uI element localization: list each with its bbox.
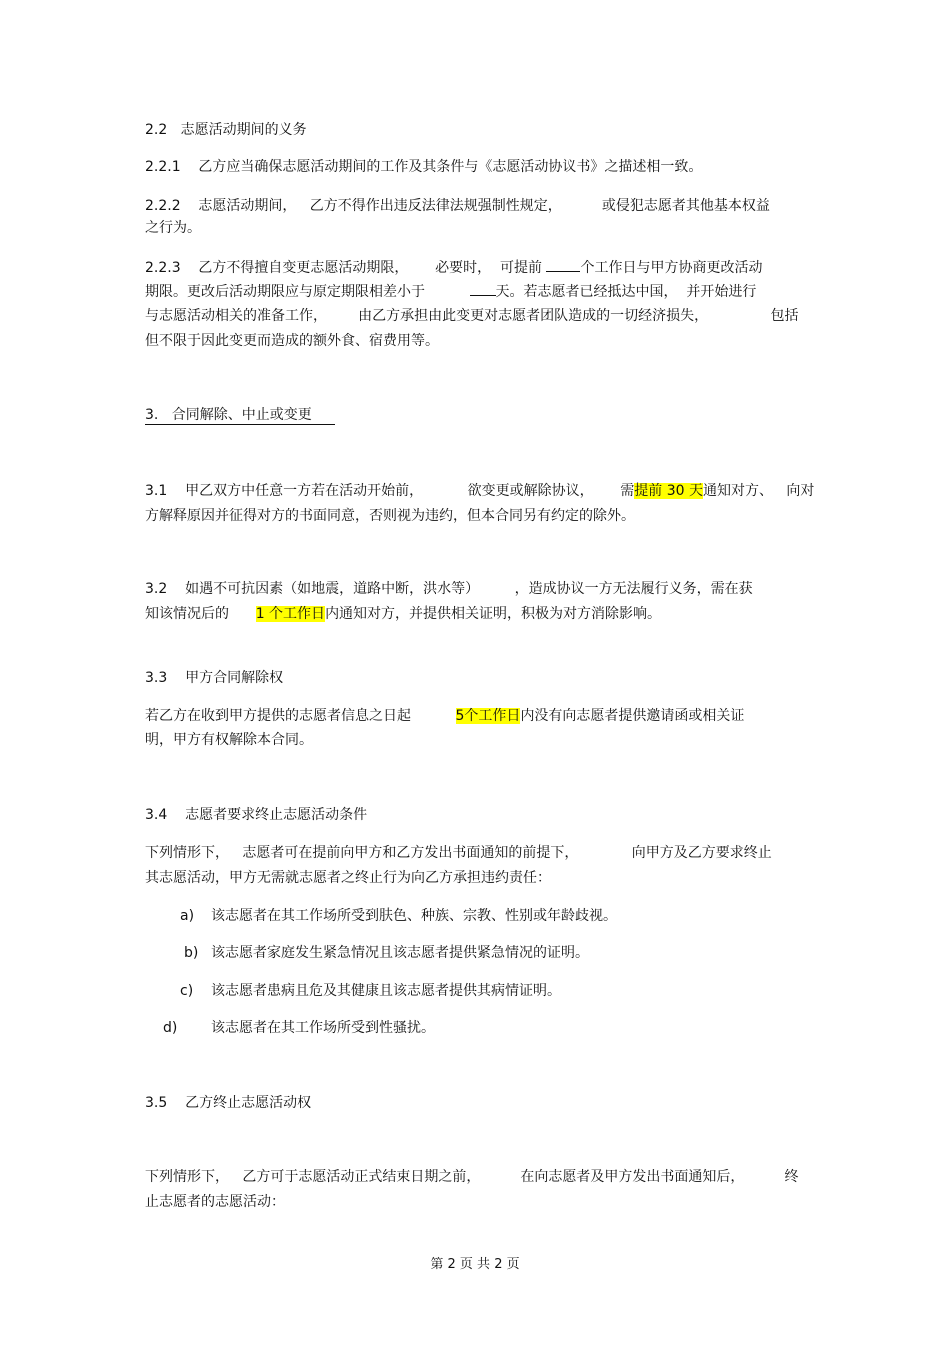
list-item-text: 该志愿者在其工作场所受到性骚扰。 — [211, 1020, 435, 1036]
list-item-label: c) — [180, 983, 194, 999]
clause-2-2-2-line2: 之行为。 — [145, 220, 201, 236]
list-item — [180, 981, 561, 1001]
highlight-30-days: 提前 30 天 — [634, 483, 703, 499]
clause-2-2-3-line2 — [145, 281, 756, 302]
clause-2-2-3-text-c: 期限。更改后活动期限应与原定期限相差小于 — [145, 284, 470, 300]
section-3-title: 3. 合同解除、中止或变更 — [145, 406, 335, 425]
clause-3-2-line1: 3.2 如遇不可抗因素（如地震，道路中断，洪水等） ，造成协议一方无法履行义务，需在获 — [145, 581, 753, 597]
list-item — [184, 943, 589, 963]
clause-3-5-line2: 止志愿者的志愿活动： — [145, 1194, 285, 1210]
clause-2-2-1: 2.2.1 乙方应当确保志愿活动期间的工作及其条件与《志愿活动协议书》之描述相一致。 — [145, 159, 703, 175]
clause-2-2-3-line3: 与志愿活动相关的准备工作， 由乙方承担由此变更对志愿者团队造成的一切经济损失， 包括 — [145, 308, 799, 324]
clause-3-3-heading: 3.3 甲方合同解除权 — [145, 670, 284, 686]
list-item — [180, 906, 617, 926]
clause-3-3-text-b: 内没有向志愿者提供邀请函或相关证 — [520, 708, 745, 724]
clause-2-2-3-line4: 但不限于因此变更而造成的额外食、宿费用等。 — [145, 333, 439, 349]
clause-3-1-text-a: 3.1 甲乙双方中任意一方若在活动开始前， 欲变更或解除协议， 需 — [145, 483, 635, 499]
clause-3-2-line2 — [145, 604, 661, 624]
clause-3-5-heading: 3.5 乙方终止志愿活动权 — [145, 1095, 312, 1111]
section-2-2-heading: 2.2 志愿活动期间的义务 — [145, 122, 307, 138]
clause-3-1-line2: 方解释原因并征得对方的书面同意，否则视为违约，但本合同另有约定的除外。 — [145, 508, 635, 524]
clause-3-4-line2: 其志愿活动，甲方无需就志愿者之终止行为向乙方承担违约责任： — [145, 870, 551, 886]
clause-3-1-text-b: 通知对方、 向对 — [703, 483, 815, 499]
list-item-label: a) — [180, 908, 195, 924]
clause-2-2-3-line1 — [145, 257, 762, 278]
clause-2-2-3-text-d: 天。若志愿者已经抵达中国， 并开始进行 — [495, 284, 757, 300]
list-item-text: 该志愿者患病且危及其健康且该志愿者提供其病情证明。 — [211, 983, 561, 999]
clause-2-2-3-text-a: 2.2.3 乙方不得擅自变更志愿活动期限， 必要时， 可提前 — [145, 260, 547, 276]
page-footer: 第 2 页 共 2 页 — [430, 1257, 520, 1272]
clause-3-3-line2: 明，甲方有权解除本合同。 — [145, 732, 313, 748]
clause-3-2-text-a: 知该情况后的 — [145, 606, 256, 622]
list-item — [163, 1018, 435, 1038]
clause-3-1-line1 — [145, 481, 814, 501]
list-item-text: 该志愿者家庭发生紧急情况且该志愿者提供紧急情况的证明。 — [211, 945, 589, 961]
blank-days-field — [546, 257, 580, 272]
clause-3-5-line1: 下列情形下， 乙方可于志愿活动正式结束日期之前， 在向志愿者及甲方发出书面通知后， 终 — [145, 1169, 799, 1185]
clause-3-3-text-a: 若乙方在收到甲方提供的志愿者信息之日起 — [145, 708, 456, 724]
clause-2-2-3-text-b: 个工作日与甲方协商更改活动 — [580, 260, 763, 276]
clause-3-4-line1: 下列情形下， 志愿者可在提前向甲方和乙方发出书面通知的前提下， 向甲方及乙方要求终止 — [145, 845, 772, 861]
blank-difference-field — [470, 281, 496, 296]
clause-3-4-heading: 3.4 志愿者要求终止志愿活动条件 — [145, 807, 368, 823]
highlight-1-workday: 1 个工作日 — [255, 606, 326, 622]
section-3-heading — [145, 405, 335, 425]
clause-2-2-2-line1: 2.2.2 志愿活动期间， 乙方不得作出违反法律法规强制性规定， 或侵犯志愿者其他基本权益 — [145, 198, 770, 214]
list-item-label: d) — [163, 1020, 178, 1036]
list-item-label: b) — [184, 945, 199, 961]
clause-3-2-text-b: 内通知对方，并提供相关证明，积极为对方消除影响。 — [325, 606, 662, 622]
highlight-5-workdays: 5个工作日 — [455, 708, 521, 724]
clause-3-3-line1 — [145, 706, 744, 726]
list-item-text: 该志愿者在其工作场所受到肤色、种族、宗教、性别或年龄歧视。 — [211, 908, 617, 924]
